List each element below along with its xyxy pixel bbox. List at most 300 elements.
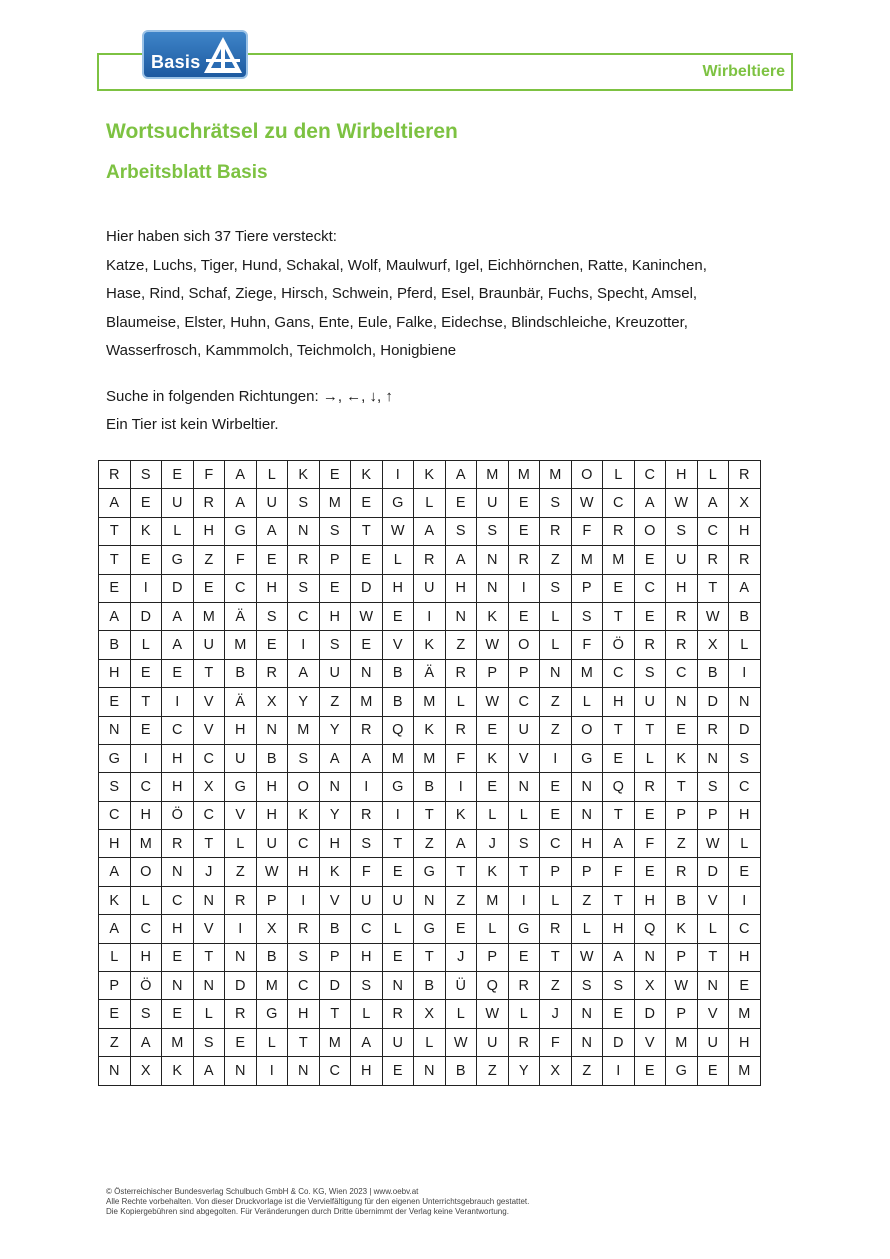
- grid-cell[interactable]: R: [193, 489, 225, 517]
- grid-cell[interactable]: L: [697, 461, 729, 489]
- grid-cell[interactable]: S: [666, 517, 698, 545]
- grid-cell[interactable]: V: [193, 688, 225, 716]
- grid-cell[interactable]: H: [288, 858, 320, 886]
- grid-cell[interactable]: Ö: [162, 801, 194, 829]
- grid-cell[interactable]: A: [99, 915, 131, 943]
- grid-cell[interactable]: K: [666, 915, 698, 943]
- grid-cell[interactable]: L: [256, 461, 288, 489]
- grid-cell[interactable]: K: [414, 716, 446, 744]
- grid-cell[interactable]: I: [130, 744, 162, 772]
- grid-cell[interactable]: K: [351, 461, 383, 489]
- grid-cell[interactable]: G: [162, 546, 194, 574]
- grid-cell[interactable]: F: [540, 1028, 572, 1056]
- grid-cell[interactable]: G: [382, 773, 414, 801]
- grid-cell[interactable]: O: [634, 517, 666, 545]
- grid-cell[interactable]: N: [351, 659, 383, 687]
- grid-cell[interactable]: T: [697, 574, 729, 602]
- grid-cell[interactable]: T: [603, 602, 635, 630]
- grid-cell[interactable]: U: [319, 659, 351, 687]
- grid-cell[interactable]: S: [193, 1028, 225, 1056]
- grid-cell[interactable]: Z: [225, 858, 257, 886]
- grid-cell[interactable]: R: [603, 517, 635, 545]
- grid-cell[interactable]: N: [508, 773, 540, 801]
- grid-cell[interactable]: I: [414, 602, 446, 630]
- grid-cell[interactable]: H: [99, 659, 131, 687]
- grid-cell[interactable]: H: [571, 830, 603, 858]
- grid-cell[interactable]: P: [477, 943, 509, 971]
- grid-cell[interactable]: D: [603, 1028, 635, 1056]
- grid-cell[interactable]: P: [697, 801, 729, 829]
- grid-cell[interactable]: P: [508, 659, 540, 687]
- grid-cell[interactable]: T: [697, 943, 729, 971]
- grid-cell[interactable]: M: [571, 659, 603, 687]
- grid-cell[interactable]: A: [445, 546, 477, 574]
- grid-cell[interactable]: Z: [571, 886, 603, 914]
- grid-cell[interactable]: I: [288, 886, 320, 914]
- grid-cell[interactable]: E: [256, 546, 288, 574]
- grid-cell[interactable]: M: [603, 546, 635, 574]
- grid-cell[interactable]: L: [414, 489, 446, 517]
- grid-cell[interactable]: R: [225, 886, 257, 914]
- grid-cell[interactable]: H: [603, 688, 635, 716]
- grid-cell[interactable]: E: [477, 716, 509, 744]
- grid-cell[interactable]: C: [288, 830, 320, 858]
- grid-cell[interactable]: Z: [193, 546, 225, 574]
- grid-cell[interactable]: E: [508, 943, 540, 971]
- grid-cell[interactable]: E: [225, 1028, 257, 1056]
- grid-cell[interactable]: S: [477, 517, 509, 545]
- grid-cell[interactable]: E: [634, 858, 666, 886]
- grid-cell[interactable]: R: [382, 1000, 414, 1028]
- grid-cell[interactable]: S: [256, 602, 288, 630]
- grid-cell[interactable]: R: [225, 1000, 257, 1028]
- grid-cell[interactable]: S: [445, 517, 477, 545]
- grid-cell[interactable]: S: [288, 489, 320, 517]
- grid-cell[interactable]: Z: [571, 1057, 603, 1085]
- grid-cell[interactable]: G: [666, 1057, 698, 1085]
- grid-cell[interactable]: E: [319, 461, 351, 489]
- grid-cell[interactable]: E: [603, 574, 635, 602]
- grid-cell[interactable]: E: [445, 489, 477, 517]
- grid-cell[interactable]: Q: [634, 915, 666, 943]
- grid-cell[interactable]: U: [634, 688, 666, 716]
- grid-cell[interactable]: I: [225, 915, 257, 943]
- grid-cell[interactable]: E: [99, 1000, 131, 1028]
- grid-cell[interactable]: P: [99, 972, 131, 1000]
- grid-cell[interactable]: X: [256, 688, 288, 716]
- grid-cell[interactable]: L: [540, 602, 572, 630]
- grid-cell[interactable]: H: [729, 943, 761, 971]
- grid-cell[interactable]: P: [571, 574, 603, 602]
- grid-cell[interactable]: Z: [666, 830, 698, 858]
- grid-cell[interactable]: Ä: [225, 688, 257, 716]
- grid-cell[interactable]: A: [162, 602, 194, 630]
- grid-cell[interactable]: A: [130, 1028, 162, 1056]
- grid-cell[interactable]: F: [571, 517, 603, 545]
- grid-cell[interactable]: L: [571, 915, 603, 943]
- grid-cell[interactable]: D: [319, 972, 351, 1000]
- grid-cell[interactable]: K: [319, 858, 351, 886]
- grid-cell[interactable]: Ü: [445, 972, 477, 1000]
- grid-cell[interactable]: L: [571, 688, 603, 716]
- grid-cell[interactable]: F: [351, 858, 383, 886]
- grid-cell[interactable]: H: [256, 773, 288, 801]
- grid-cell[interactable]: K: [414, 461, 446, 489]
- grid-cell[interactable]: H: [445, 574, 477, 602]
- grid-cell[interactable]: R: [540, 517, 572, 545]
- grid-cell[interactable]: T: [130, 688, 162, 716]
- grid-cell[interactable]: V: [697, 886, 729, 914]
- grid-cell[interactable]: N: [225, 1057, 257, 1085]
- grid-cell[interactable]: X: [697, 631, 729, 659]
- grid-cell[interactable]: E: [729, 858, 761, 886]
- grid-cell[interactable]: S: [729, 744, 761, 772]
- grid-cell[interactable]: B: [414, 773, 446, 801]
- grid-cell[interactable]: T: [445, 858, 477, 886]
- grid-cell[interactable]: L: [445, 1000, 477, 1028]
- grid-cell[interactable]: H: [351, 1057, 383, 1085]
- grid-cell[interactable]: J: [477, 830, 509, 858]
- grid-cell[interactable]: R: [445, 716, 477, 744]
- grid-cell[interactable]: K: [414, 631, 446, 659]
- grid-cell[interactable]: R: [697, 546, 729, 574]
- grid-cell[interactable]: C: [603, 659, 635, 687]
- grid-cell[interactable]: M: [319, 1028, 351, 1056]
- grid-cell[interactable]: M: [288, 716, 320, 744]
- grid-cell[interactable]: E: [697, 1057, 729, 1085]
- grid-cell[interactable]: A: [193, 1057, 225, 1085]
- grid-cell[interactable]: M: [193, 602, 225, 630]
- grid-cell[interactable]: M: [571, 546, 603, 574]
- grid-cell[interactable]: A: [99, 602, 131, 630]
- grid-cell[interactable]: C: [634, 461, 666, 489]
- grid-cell[interactable]: A: [414, 517, 446, 545]
- grid-cell[interactable]: M: [666, 1028, 698, 1056]
- grid-cell[interactable]: H: [319, 602, 351, 630]
- grid-cell[interactable]: P: [571, 858, 603, 886]
- grid-cell[interactable]: J: [193, 858, 225, 886]
- grid-cell[interactable]: B: [225, 659, 257, 687]
- grid-cell[interactable]: C: [634, 574, 666, 602]
- grid-cell[interactable]: N: [414, 886, 446, 914]
- grid-cell[interactable]: U: [193, 631, 225, 659]
- grid-cell[interactable]: G: [382, 489, 414, 517]
- grid-cell[interactable]: L: [477, 801, 509, 829]
- grid-cell[interactable]: Q: [382, 716, 414, 744]
- grid-cell[interactable]: C: [130, 773, 162, 801]
- grid-cell[interactable]: I: [162, 688, 194, 716]
- grid-cell[interactable]: D: [697, 688, 729, 716]
- grid-cell[interactable]: N: [571, 801, 603, 829]
- grid-cell[interactable]: M: [414, 688, 446, 716]
- grid-cell[interactable]: P: [666, 1000, 698, 1028]
- grid-cell[interactable]: C: [319, 1057, 351, 1085]
- grid-cell[interactable]: M: [382, 744, 414, 772]
- grid-cell[interactable]: S: [288, 943, 320, 971]
- grid-cell[interactable]: Ö: [603, 631, 635, 659]
- grid-cell[interactable]: S: [288, 744, 320, 772]
- grid-cell[interactable]: E: [729, 972, 761, 1000]
- grid-cell[interactable]: F: [193, 461, 225, 489]
- grid-cell[interactable]: H: [99, 830, 131, 858]
- grid-cell[interactable]: R: [634, 631, 666, 659]
- grid-cell[interactable]: D: [729, 716, 761, 744]
- grid-cell[interactable]: T: [99, 517, 131, 545]
- grid-cell[interactable]: R: [634, 773, 666, 801]
- grid-cell[interactable]: G: [571, 744, 603, 772]
- grid-cell[interactable]: L: [729, 830, 761, 858]
- grid-cell[interactable]: D: [697, 858, 729, 886]
- grid-cell[interactable]: R: [162, 830, 194, 858]
- grid-cell[interactable]: P: [477, 659, 509, 687]
- grid-cell[interactable]: N: [256, 716, 288, 744]
- grid-cell[interactable]: M: [508, 461, 540, 489]
- grid-cell[interactable]: I: [508, 574, 540, 602]
- grid-cell[interactable]: U: [256, 489, 288, 517]
- grid-cell[interactable]: C: [130, 915, 162, 943]
- grid-cell[interactable]: S: [697, 773, 729, 801]
- grid-cell[interactable]: Z: [540, 972, 572, 1000]
- grid-cell[interactable]: R: [414, 546, 446, 574]
- grid-cell[interactable]: H: [288, 1000, 320, 1028]
- grid-cell[interactable]: O: [130, 858, 162, 886]
- grid-cell[interactable]: X: [414, 1000, 446, 1028]
- grid-cell[interactable]: L: [508, 801, 540, 829]
- grid-cell[interactable]: S: [130, 1000, 162, 1028]
- grid-cell[interactable]: E: [162, 1000, 194, 1028]
- grid-cell[interactable]: F: [634, 830, 666, 858]
- grid-cell[interactable]: H: [162, 915, 194, 943]
- grid-cell[interactable]: N: [477, 574, 509, 602]
- grid-cell[interactable]: T: [193, 830, 225, 858]
- grid-cell[interactable]: B: [319, 915, 351, 943]
- grid-cell[interactable]: E: [477, 773, 509, 801]
- grid-cell[interactable]: J: [540, 1000, 572, 1028]
- grid-cell[interactable]: R: [666, 631, 698, 659]
- grid-cell[interactable]: R: [351, 716, 383, 744]
- grid-cell[interactable]: W: [351, 602, 383, 630]
- grid-cell[interactable]: S: [130, 461, 162, 489]
- grid-cell[interactable]: P: [319, 943, 351, 971]
- grid-cell[interactable]: F: [603, 858, 635, 886]
- grid-cell[interactable]: K: [130, 517, 162, 545]
- grid-cell[interactable]: A: [162, 631, 194, 659]
- grid-cell[interactable]: V: [697, 1000, 729, 1028]
- grid-cell[interactable]: M: [729, 1000, 761, 1028]
- grid-cell[interactable]: V: [634, 1028, 666, 1056]
- grid-cell[interactable]: M: [319, 489, 351, 517]
- grid-cell[interactable]: A: [351, 1028, 383, 1056]
- grid-cell[interactable]: N: [571, 1028, 603, 1056]
- grid-cell[interactable]: U: [414, 574, 446, 602]
- grid-cell[interactable]: I: [603, 1057, 635, 1085]
- grid-cell[interactable]: E: [634, 801, 666, 829]
- grid-cell[interactable]: L: [445, 688, 477, 716]
- grid-cell[interactable]: N: [225, 943, 257, 971]
- grid-cell[interactable]: G: [414, 858, 446, 886]
- grid-cell[interactable]: N: [162, 858, 194, 886]
- grid-cell[interactable]: N: [729, 688, 761, 716]
- grid-cell[interactable]: R: [288, 546, 320, 574]
- grid-cell[interactable]: E: [634, 602, 666, 630]
- grid-cell[interactable]: E: [603, 1000, 635, 1028]
- grid-cell[interactable]: U: [666, 546, 698, 574]
- grid-cell[interactable]: Z: [319, 688, 351, 716]
- grid-cell[interactable]: Z: [445, 631, 477, 659]
- grid-cell[interactable]: Y: [319, 801, 351, 829]
- grid-cell[interactable]: O: [571, 716, 603, 744]
- grid-cell[interactable]: E: [508, 602, 540, 630]
- grid-cell[interactable]: E: [540, 773, 572, 801]
- grid-cell[interactable]: H: [256, 801, 288, 829]
- grid-cell[interactable]: L: [130, 631, 162, 659]
- grid-cell[interactable]: E: [99, 574, 131, 602]
- grid-cell[interactable]: S: [603, 972, 635, 1000]
- grid-cell[interactable]: F: [225, 546, 257, 574]
- grid-cell[interactable]: Z: [414, 830, 446, 858]
- grid-cell[interactable]: N: [288, 1057, 320, 1085]
- grid-cell[interactable]: Z: [445, 886, 477, 914]
- grid-cell[interactable]: V: [193, 915, 225, 943]
- grid-cell[interactable]: U: [382, 886, 414, 914]
- grid-cell[interactable]: L: [99, 943, 131, 971]
- grid-cell[interactable]: M: [225, 631, 257, 659]
- grid-cell[interactable]: S: [288, 574, 320, 602]
- grid-cell[interactable]: K: [288, 801, 320, 829]
- grid-cell[interactable]: S: [351, 830, 383, 858]
- grid-cell[interactable]: E: [382, 1057, 414, 1085]
- grid-cell[interactable]: N: [445, 602, 477, 630]
- grid-cell[interactable]: Y: [319, 716, 351, 744]
- grid-cell[interactable]: C: [99, 801, 131, 829]
- grid-cell[interactable]: Z: [540, 716, 572, 744]
- grid-cell[interactable]: P: [540, 858, 572, 886]
- grid-cell[interactable]: U: [477, 1028, 509, 1056]
- grid-cell[interactable]: T: [603, 716, 635, 744]
- grid-cell[interactable]: Ä: [414, 659, 446, 687]
- grid-cell[interactable]: T: [603, 801, 635, 829]
- grid-cell[interactable]: T: [414, 801, 446, 829]
- grid-cell[interactable]: R: [256, 659, 288, 687]
- grid-cell[interactable]: A: [445, 830, 477, 858]
- grid-cell[interactable]: A: [445, 461, 477, 489]
- grid-cell[interactable]: T: [193, 943, 225, 971]
- grid-cell[interactable]: T: [666, 773, 698, 801]
- grid-cell[interactable]: Z: [99, 1028, 131, 1056]
- grid-cell[interactable]: E: [603, 744, 635, 772]
- grid-cell[interactable]: H: [666, 574, 698, 602]
- grid-cell[interactable]: L: [225, 830, 257, 858]
- grid-cell[interactable]: A: [288, 659, 320, 687]
- grid-cell[interactable]: T: [319, 1000, 351, 1028]
- grid-cell[interactable]: L: [382, 546, 414, 574]
- grid-cell[interactable]: E: [634, 546, 666, 574]
- grid-cell[interactable]: A: [729, 574, 761, 602]
- grid-cell[interactable]: N: [382, 972, 414, 1000]
- grid-cell[interactable]: M: [477, 886, 509, 914]
- grid-cell[interactable]: L: [162, 517, 194, 545]
- grid-cell[interactable]: R: [288, 915, 320, 943]
- grid-cell[interactable]: W: [445, 1028, 477, 1056]
- grid-cell[interactable]: J: [445, 943, 477, 971]
- grid-cell[interactable]: Z: [477, 1057, 509, 1085]
- grid-cell[interactable]: H: [319, 830, 351, 858]
- grid-cell[interactable]: E: [351, 546, 383, 574]
- grid-cell[interactable]: S: [571, 602, 603, 630]
- grid-cell[interactable]: A: [603, 830, 635, 858]
- grid-cell[interactable]: S: [571, 972, 603, 1000]
- grid-cell[interactable]: D: [130, 602, 162, 630]
- grid-cell[interactable]: N: [634, 943, 666, 971]
- grid-cell[interactable]: O: [508, 631, 540, 659]
- grid-cell[interactable]: X: [256, 915, 288, 943]
- grid-cell[interactable]: E: [351, 631, 383, 659]
- grid-cell[interactable]: T: [540, 943, 572, 971]
- grid-cell[interactable]: B: [729, 602, 761, 630]
- grid-cell[interactable]: H: [256, 574, 288, 602]
- grid-cell[interactable]: E: [99, 688, 131, 716]
- grid-cell[interactable]: G: [225, 773, 257, 801]
- grid-cell[interactable]: V: [225, 801, 257, 829]
- grid-cell[interactable]: H: [130, 801, 162, 829]
- grid-cell[interactable]: T: [603, 886, 635, 914]
- grid-cell[interactable]: N: [666, 688, 698, 716]
- grid-cell[interactable]: R: [729, 461, 761, 489]
- grid-cell[interactable]: C: [193, 744, 225, 772]
- grid-cell[interactable]: R: [729, 546, 761, 574]
- grid-cell[interactable]: L: [729, 631, 761, 659]
- grid-cell[interactable]: U: [477, 489, 509, 517]
- grid-cell[interactable]: I: [288, 631, 320, 659]
- grid-cell[interactable]: R: [445, 659, 477, 687]
- grid-cell[interactable]: G: [256, 1000, 288, 1028]
- grid-cell[interactable]: W: [571, 943, 603, 971]
- grid-cell[interactable]: C: [729, 915, 761, 943]
- grid-cell[interactable]: W: [477, 1000, 509, 1028]
- grid-cell[interactable]: R: [540, 915, 572, 943]
- grid-cell[interactable]: L: [540, 886, 572, 914]
- grid-cell[interactable]: W: [477, 688, 509, 716]
- grid-cell[interactable]: H: [193, 517, 225, 545]
- grid-cell[interactable]: K: [477, 602, 509, 630]
- grid-cell[interactable]: B: [256, 744, 288, 772]
- grid-cell[interactable]: P: [319, 546, 351, 574]
- grid-cell[interactable]: L: [256, 1028, 288, 1056]
- grid-cell[interactable]: E: [130, 716, 162, 744]
- grid-cell[interactable]: W: [666, 489, 698, 517]
- grid-cell[interactable]: P: [256, 886, 288, 914]
- grid-cell[interactable]: W: [477, 631, 509, 659]
- grid-cell[interactable]: M: [729, 1057, 761, 1085]
- grid-cell[interactable]: I: [729, 659, 761, 687]
- grid-cell[interactable]: E: [319, 574, 351, 602]
- grid-cell[interactable]: H: [382, 574, 414, 602]
- grid-cell[interactable]: E: [130, 659, 162, 687]
- grid-cell[interactable]: I: [508, 886, 540, 914]
- grid-cell[interactable]: R: [508, 972, 540, 1000]
- grid-cell[interactable]: C: [729, 773, 761, 801]
- grid-cell[interactable]: A: [634, 489, 666, 517]
- grid-cell[interactable]: I: [540, 744, 572, 772]
- grid-cell[interactable]: A: [99, 858, 131, 886]
- grid-cell[interactable]: W: [697, 830, 729, 858]
- grid-cell[interactable]: L: [351, 1000, 383, 1028]
- grid-cell[interactable]: T: [351, 517, 383, 545]
- grid-cell[interactable]: K: [477, 744, 509, 772]
- grid-cell[interactable]: C: [162, 886, 194, 914]
- grid-cell[interactable]: D: [634, 1000, 666, 1028]
- grid-cell[interactable]: K: [99, 886, 131, 914]
